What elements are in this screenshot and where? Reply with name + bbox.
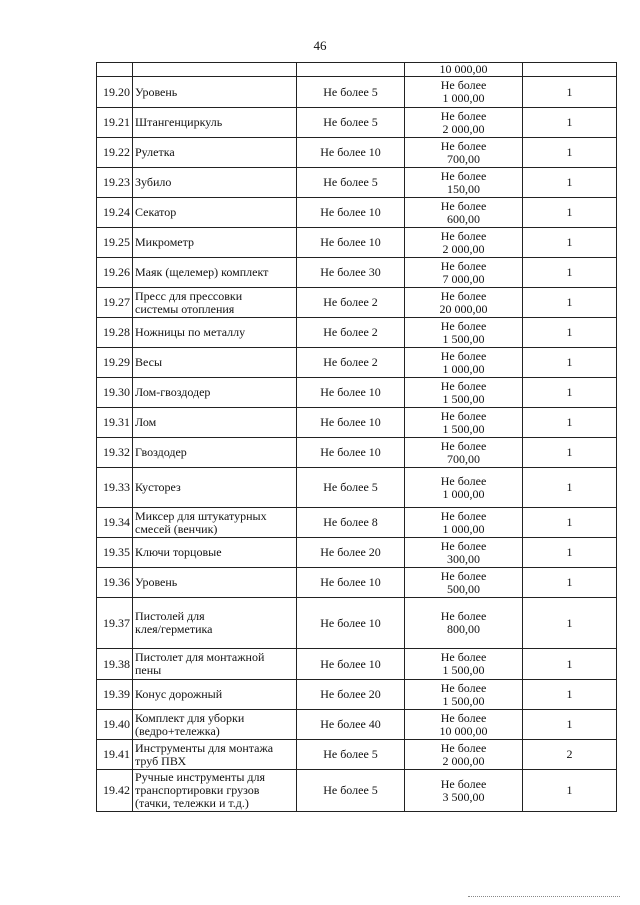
cell-num: 19.30 bbox=[97, 378, 133, 408]
cell-limit: Не более 2 bbox=[297, 348, 405, 378]
cell-limit: Не более 5 bbox=[297, 77, 405, 108]
cell-name: Ключи торцовые bbox=[133, 538, 297, 568]
cell-num: 19.38 bbox=[97, 649, 133, 680]
cell-price bbox=[405, 348, 523, 378]
cell-price-line: 150,00 bbox=[447, 181, 480, 196]
cell-price bbox=[405, 740, 523, 770]
cell-price bbox=[405, 468, 523, 508]
cell-limit: Не более 2 bbox=[297, 288, 405, 318]
cell-name-line: пены bbox=[135, 663, 162, 677]
cell-name: Секатор bbox=[133, 198, 297, 228]
cell-name bbox=[133, 598, 297, 649]
cell-name bbox=[133, 770, 297, 812]
table-row bbox=[97, 378, 617, 408]
cell-price-line: 7 000,00 bbox=[442, 271, 485, 286]
cell-price: 10 000,00 bbox=[405, 63, 523, 77]
cell-name: Ножницы по металлу bbox=[133, 318, 297, 348]
cell-limit: Не более 5 bbox=[297, 740, 405, 770]
table-row bbox=[97, 770, 617, 812]
cell-qty: 1 bbox=[523, 198, 617, 228]
cell-num: 19.32 bbox=[97, 438, 133, 468]
cell-limit: Не более 10 bbox=[297, 568, 405, 598]
table-row bbox=[97, 598, 617, 649]
cell-num: 19.42 bbox=[97, 770, 133, 812]
cell-name: Кусторез bbox=[133, 468, 297, 508]
cell-qty: 1 bbox=[523, 710, 617, 740]
cell-num: 19.40 bbox=[97, 710, 133, 740]
table-row bbox=[97, 468, 617, 508]
cell-limit bbox=[297, 63, 405, 77]
cell-price bbox=[405, 680, 523, 710]
cell-price-line: 1 500,00 bbox=[442, 693, 485, 708]
cell-name-line: (ведро+тележка) bbox=[135, 723, 220, 738]
cell-num: 19.27 bbox=[97, 288, 133, 318]
cell-name: Микрометр bbox=[133, 228, 297, 258]
cell-name bbox=[133, 649, 297, 680]
cell-name-line: Инструменты для монтажа bbox=[135, 740, 274, 755]
cell-price bbox=[405, 108, 523, 138]
cell-name-line: транспортировки грузов bbox=[135, 783, 260, 797]
cell-price-line: Не более bbox=[440, 318, 487, 333]
cell-price-line: Не более bbox=[440, 650, 487, 664]
cell-qty: 1 bbox=[523, 288, 617, 318]
cell-name-line: Комплект для уборки bbox=[135, 710, 245, 725]
cell-name bbox=[133, 288, 297, 318]
cell-price-line: 3 500,00 bbox=[442, 789, 485, 804]
cell-price-line: 20 000,00 bbox=[439, 301, 488, 316]
page-number: 46 bbox=[313, 38, 327, 53]
cell-price-line: 500,00 bbox=[447, 581, 480, 596]
cell-num: 19.34 bbox=[97, 508, 133, 538]
cell-qty: 1 bbox=[523, 508, 617, 538]
cell-limit: Не более 10 bbox=[297, 438, 405, 468]
cell-price bbox=[405, 568, 523, 598]
cell-price-line: 1 000,00 bbox=[442, 486, 485, 501]
cell-name bbox=[133, 508, 297, 538]
cell-qty: 1 bbox=[523, 468, 617, 508]
cell-qty: 1 bbox=[523, 168, 617, 198]
cell-qty: 1 bbox=[523, 568, 617, 598]
cell-price-line: 1 500,00 bbox=[442, 331, 485, 346]
cell-price bbox=[405, 77, 523, 108]
cell-limit: Не более 10 bbox=[297, 649, 405, 680]
cell-price bbox=[405, 378, 523, 408]
cell-name bbox=[133, 710, 297, 740]
cell-qty: 1 bbox=[523, 770, 617, 812]
cell-price-line: Не более bbox=[440, 609, 487, 623]
cell-price-line: Не более bbox=[440, 776, 487, 791]
cell-price-line: Не более bbox=[440, 228, 487, 243]
cell-limit: Не более 40 bbox=[297, 710, 405, 740]
table-row bbox=[97, 318, 617, 348]
cell-price-line: Не более bbox=[440, 198, 487, 213]
table-row bbox=[97, 198, 617, 228]
cell-price-line: Не более bbox=[440, 258, 487, 273]
table-row bbox=[97, 438, 617, 468]
cell-limit: Не более 10 bbox=[297, 198, 405, 228]
cell-name: Рулетка bbox=[133, 138, 297, 168]
cell-qty: 1 bbox=[523, 378, 617, 408]
cell-price-line: Не более bbox=[440, 710, 487, 725]
cell-price-line: Не более bbox=[440, 78, 487, 92]
cell-qty: 1 bbox=[523, 138, 617, 168]
cell-price-line: 600,00 bbox=[447, 211, 480, 226]
cell-price bbox=[405, 438, 523, 468]
cell-price-line: Не более bbox=[440, 168, 487, 183]
cell-price-line: 1 000,00 bbox=[442, 521, 485, 536]
cell-price-line: 2 000,00 bbox=[442, 121, 485, 136]
table-row bbox=[97, 348, 617, 378]
cell-qty: 1 bbox=[523, 228, 617, 258]
cell-name bbox=[133, 740, 297, 770]
cell-price bbox=[405, 538, 523, 568]
cell-price-line: Не более bbox=[440, 138, 487, 153]
cell-qty: 1 bbox=[523, 258, 617, 288]
cell-name-line: Пресс для прессовки bbox=[135, 288, 243, 303]
cell-limit: Не более 20 bbox=[297, 680, 405, 710]
cell-price-line: Не более bbox=[440, 438, 487, 453]
cell-name: Штангенциркуль bbox=[133, 108, 297, 138]
cell-name bbox=[133, 63, 297, 77]
table-row bbox=[97, 649, 617, 680]
cell-num: 19.41 bbox=[97, 740, 133, 770]
cell-limit: Не более 30 bbox=[297, 258, 405, 288]
cell-num: 19.26 bbox=[97, 258, 133, 288]
cell-price bbox=[405, 770, 523, 812]
cell-price-line: Не более bbox=[440, 408, 487, 423]
cell-price bbox=[405, 198, 523, 228]
cell-price-line: Не более bbox=[440, 473, 487, 488]
footer-divider bbox=[468, 896, 620, 897]
cell-name: Лом bbox=[133, 408, 297, 438]
cell-limit: Не более 10 bbox=[297, 228, 405, 258]
cell-price bbox=[405, 138, 523, 168]
cell-price-line: 1 500,00 bbox=[442, 391, 485, 406]
cell-name: Весы bbox=[133, 348, 297, 378]
cell-qty: 2 bbox=[523, 740, 617, 770]
cell-price-line: 1 500,00 bbox=[442, 663, 485, 677]
cell-num: 19.22 bbox=[97, 138, 133, 168]
cell-price-line: 2 000,00 bbox=[442, 753, 485, 768]
table-row bbox=[97, 168, 617, 198]
cell-limit: Не более 8 bbox=[297, 508, 405, 538]
cell-price-line: 700,00 bbox=[447, 151, 480, 166]
cell-num: 19.31 bbox=[97, 408, 133, 438]
cell-name: Зубило bbox=[133, 168, 297, 198]
cell-name-line: смесей (венчик) bbox=[135, 521, 218, 536]
table-row bbox=[97, 680, 617, 710]
cell-name-line: Пистолет для монтажной bbox=[135, 650, 265, 664]
cell-name: Уровень bbox=[133, 568, 297, 598]
cell-price-line: 10 000,00 bbox=[439, 723, 488, 738]
cell-num: 19.39 bbox=[97, 680, 133, 710]
cell-qty: 1 bbox=[523, 77, 617, 108]
cell-qty: 1 bbox=[523, 598, 617, 649]
cell-name-line: Миксер для штукатурных bbox=[135, 508, 267, 523]
table-row bbox=[97, 288, 617, 318]
cell-num: 19.20 bbox=[97, 77, 133, 108]
cell-price bbox=[405, 649, 523, 680]
cell-name-line: Пистолей для bbox=[135, 609, 205, 623]
table-row bbox=[97, 740, 617, 770]
cell-limit: Не более 5 bbox=[297, 108, 405, 138]
cell-limit: Не более 5 bbox=[297, 770, 405, 812]
cell-price bbox=[405, 318, 523, 348]
cell-qty bbox=[523, 63, 617, 77]
table-row bbox=[97, 138, 617, 168]
cell-limit: Не более 10 bbox=[297, 408, 405, 438]
cell-num: 19.21 bbox=[97, 108, 133, 138]
cell-price bbox=[405, 598, 523, 649]
cell-price-line: 1 000,00 bbox=[442, 361, 485, 376]
cell-price bbox=[405, 710, 523, 740]
cell-limit: Не более 5 bbox=[297, 168, 405, 198]
cell-num: 19.35 bbox=[97, 538, 133, 568]
cell-price bbox=[405, 228, 523, 258]
cell-price bbox=[405, 258, 523, 288]
cell-limit: Не более 10 bbox=[297, 378, 405, 408]
cell-limit: Не более 10 bbox=[297, 598, 405, 649]
cell-price-line: 700,00 bbox=[447, 451, 480, 466]
cell-name: Гвоздодер bbox=[133, 438, 297, 468]
cell-price-line: Не более bbox=[440, 568, 487, 583]
cell-name: Маяк (щелемер) комплект bbox=[133, 258, 297, 288]
cell-name: Конус дорожный bbox=[133, 680, 297, 710]
cell-limit: Не более 2 bbox=[297, 318, 405, 348]
cell-num bbox=[97, 63, 133, 77]
cell-qty: 1 bbox=[523, 348, 617, 378]
cell-price-line: Не более bbox=[440, 288, 487, 303]
cell-limit: Не более 20 bbox=[297, 538, 405, 568]
cell-num: 19.37 bbox=[97, 598, 133, 649]
cell-price-line: Не более bbox=[440, 680, 487, 695]
cell-qty: 1 bbox=[523, 318, 617, 348]
cell-limit: Не более 5 bbox=[297, 468, 405, 508]
cell-price-line: Не более bbox=[440, 348, 487, 363]
cell-name-line: труб ПВХ bbox=[135, 753, 187, 768]
cell-price-line: Не более bbox=[440, 508, 487, 523]
cell-name: Уровень bbox=[133, 77, 297, 108]
cell-price-line: 300,00 bbox=[447, 551, 480, 566]
cell-price-line: Не более bbox=[440, 740, 487, 755]
price-table bbox=[96, 62, 617, 812]
cell-price-line: Не более bbox=[440, 108, 487, 123]
table-row bbox=[97, 568, 617, 598]
cell-name: Лом-гвоздодер bbox=[133, 378, 297, 408]
cell-price bbox=[405, 168, 523, 198]
cell-qty: 1 bbox=[523, 538, 617, 568]
table-row bbox=[97, 538, 617, 568]
cell-limit: Не более 10 bbox=[297, 138, 405, 168]
cell-qty: 1 bbox=[523, 108, 617, 138]
cell-qty: 1 bbox=[523, 649, 617, 680]
cell-name-line: клея/герметика bbox=[135, 622, 213, 636]
cell-name-line: системы отопления bbox=[135, 301, 235, 316]
cell-name-line: Ручные инструменты для bbox=[135, 770, 266, 784]
cell-num: 19.25 bbox=[97, 228, 133, 258]
cell-price bbox=[405, 508, 523, 538]
cell-num: 19.28 bbox=[97, 318, 133, 348]
cell-price-line: 2 000,00 bbox=[442, 241, 485, 256]
table-row bbox=[97, 258, 617, 288]
cell-price bbox=[405, 288, 523, 318]
cell-price-line: 1 500,00 bbox=[442, 421, 485, 436]
cell-price-line: Не более bbox=[440, 378, 487, 393]
cell-num: 19.33 bbox=[97, 468, 133, 508]
table-row bbox=[97, 77, 617, 108]
cell-num: 19.24 bbox=[97, 198, 133, 228]
cell-qty: 1 bbox=[523, 408, 617, 438]
cell-qty: 1 bbox=[523, 438, 617, 468]
cell-qty: 1 bbox=[523, 680, 617, 710]
table-row bbox=[97, 508, 617, 538]
table-row bbox=[97, 228, 617, 258]
cell-price-line: 1 000,00 bbox=[442, 91, 485, 105]
cell-num: 19.29 bbox=[97, 348, 133, 378]
cell-name-line: (тачки, тележки и т.д.) bbox=[135, 796, 249, 810]
table-row bbox=[97, 108, 617, 138]
cell-price bbox=[405, 408, 523, 438]
cell-price-line: 800,00 bbox=[447, 622, 480, 636]
table-row bbox=[97, 710, 617, 740]
table-row bbox=[97, 408, 617, 438]
cell-price-line: Не более bbox=[440, 538, 487, 553]
table-row-continuation bbox=[97, 63, 617, 77]
cell-num: 19.23 bbox=[97, 168, 133, 198]
cell-num: 19.36 bbox=[97, 568, 133, 598]
